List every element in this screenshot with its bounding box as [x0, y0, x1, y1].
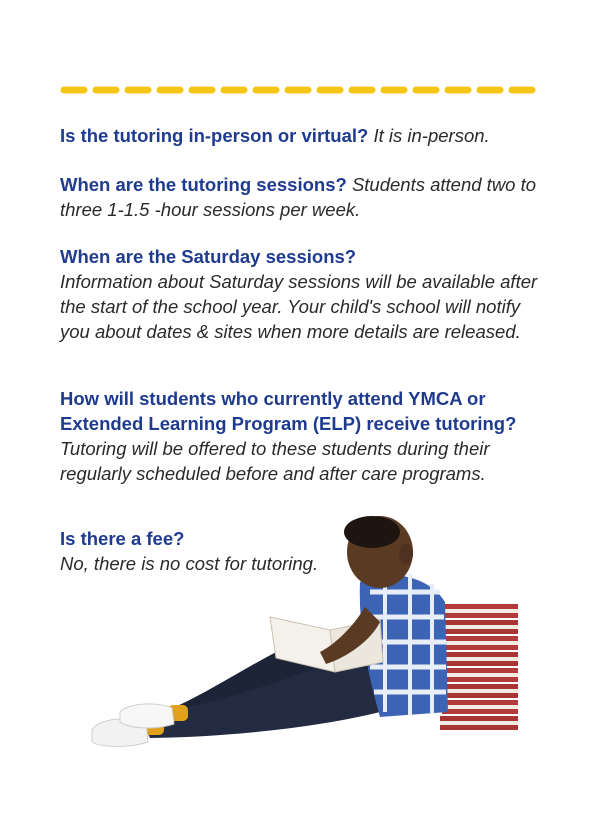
faq-item-format	[60, 123, 550, 148]
faq-question: Is there a fee?	[60, 528, 185, 549]
faq-question: Is the tutoring in-person or virtual?	[60, 125, 369, 146]
faq-question: How will students who currently attend YMCA or Extended Learning Program (ELP) receive tutoring?	[60, 388, 517, 434]
faq-answer: It is in-person.	[373, 125, 490, 146]
faq-answer: Students attend two to three 1-1.5 -hour sessions per week.	[60, 174, 537, 220]
book-stack	[440, 604, 518, 730]
faq-question: When are the Saturday sessions?	[60, 246, 357, 267]
faq-item-sessions	[60, 172, 550, 222]
faq-item-saturday	[60, 244, 550, 344]
dashed-divider	[60, 86, 538, 94]
faq-answer: No, there is no cost for tutoring.	[60, 553, 319, 574]
faq-question: When are the tutoring sessions?	[60, 174, 347, 195]
faq-answer: Information about Saturday sessions will be available after the start of the school year. Your child's school will notify you about dates & sites when more details are released.	[60, 271, 538, 342]
boy-reading-book-icon	[80, 512, 530, 762]
faq-answer: Tutoring will be offered to these students during their regularly scheduled before and after care programs.	[60, 438, 490, 484]
faq-item-ymca-elp	[60, 386, 550, 486]
